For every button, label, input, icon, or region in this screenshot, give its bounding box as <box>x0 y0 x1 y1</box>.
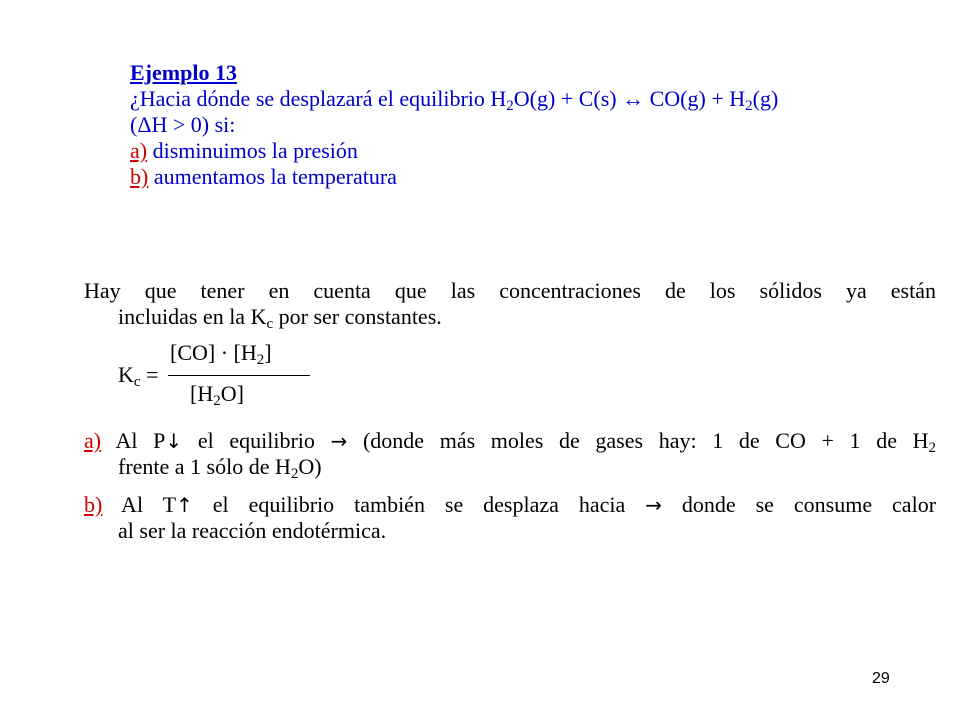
arrow-right-icon: → <box>645 493 662 517</box>
answer-a-line-2-end: O) <box>298 454 322 479</box>
intro-line-2-subscript: c <box>266 316 274 332</box>
answer-a-text-3: (donde más moles de gases hay: 1 de CO + 1 de H <box>347 428 929 453</box>
question-text-start: ¿Hacia dónde se desplazará el equilibrio H <box>130 86 507 111</box>
intro-line-2-start: incluidas en la K <box>118 304 267 329</box>
question-subscript-1: 2 <box>506 98 514 114</box>
fraction-bar <box>168 375 310 376</box>
denominator-end: O] <box>220 381 244 406</box>
answer-a-text-2: el equilibrio <box>182 428 331 453</box>
answer-a-text-1: Al P <box>101 428 166 453</box>
answer-a-line-2-start: frente a 1 sólo de H <box>118 454 291 479</box>
answer-b <box>84 492 936 544</box>
answer-a-subscript-1: 2 <box>928 440 937 456</box>
example-block <box>130 60 930 190</box>
formula-denominator <box>190 381 244 407</box>
question-subscript-2: 2 <box>745 98 753 114</box>
answer-b-text-3: donde se consume calor <box>661 492 937 517</box>
option-b-letter: b) <box>130 164 149 189</box>
question-text-mid: O(g) + C(s) ↔ CO(g) + H <box>513 86 746 111</box>
answer-b-line-1 <box>84 492 936 518</box>
answer-b-letter: b) <box>84 492 103 517</box>
numerator-subscript: 2 <box>256 352 265 368</box>
formula-k-subscript: c <box>133 374 141 390</box>
answer-b-line-2: al ser la reacción endotérmica. <box>118 518 387 543</box>
numerator-start: [CO] · [H <box>170 340 257 365</box>
answer-a-letter: a) <box>84 428 102 453</box>
example-title: Ejemplo 13 <box>130 60 237 85</box>
answer-b-text-1: Al T <box>102 492 177 517</box>
kc-formula <box>118 340 338 414</box>
intro-paragraph <box>84 278 936 330</box>
page-number: 29 <box>872 670 890 687</box>
intro-line-2-end: por ser constantes. <box>273 304 442 329</box>
answer-a-subscript-2: 2 <box>290 466 299 482</box>
denominator-start: [H <box>190 381 214 406</box>
arrow-down-icon: ↓ <box>165 429 183 453</box>
option-b-text: aumentamos la temperatura <box>148 164 397 189</box>
example-option-b <box>130 164 930 190</box>
example-question <box>130 86 930 112</box>
intro-line-1: Hay que tener en cuenta que las concentraciones de los sólidos ya están <box>84 278 936 303</box>
arrow-right-icon: → <box>330 429 348 453</box>
answer-a <box>84 428 936 480</box>
numerator-end: ] <box>264 340 272 365</box>
answer-a-line-1 <box>84 428 936 454</box>
option-a-text: disminuimos la presión <box>147 138 358 163</box>
formula-k: K <box>118 362 134 387</box>
answer-b-text-2: el equilibrio también se desplaza hacia <box>192 492 646 517</box>
intro-line-2 <box>84 304 936 330</box>
option-a-letter: a) <box>130 138 148 163</box>
arrow-up-icon: ↑ <box>176 493 193 517</box>
formula-equals: = <box>140 362 159 387</box>
example-option-a <box>130 138 930 164</box>
denominator-subscript: 2 <box>213 393 221 409</box>
formula-numerator <box>170 340 272 366</box>
question-text-end: (g) <box>752 86 779 111</box>
answer-a-line-2 <box>84 454 936 480</box>
example-condition: (ΔH > 0) si: <box>130 112 236 137</box>
formula-lhs <box>118 362 158 388</box>
